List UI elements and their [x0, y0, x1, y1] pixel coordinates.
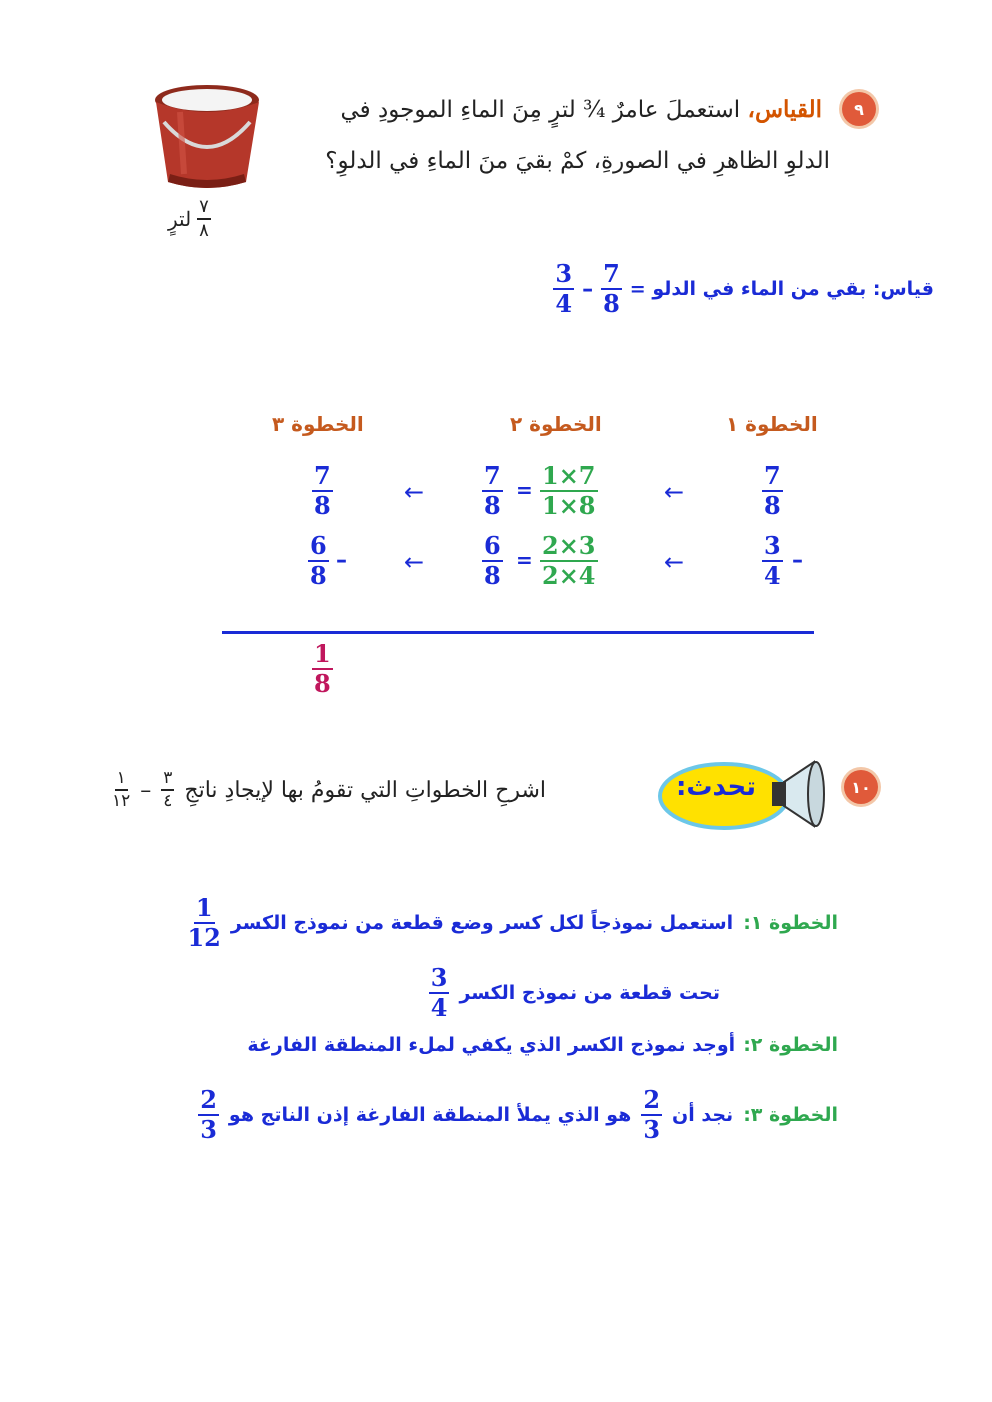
row1-end-fraction: $\frac{7}{8}$: [314, 461, 331, 520]
bucket-unit: لترٍ: [168, 207, 192, 231]
arrow-icon: ←: [404, 478, 425, 506]
question-9-line-1: [341, 96, 823, 123]
question-9-text-1: استعملَ عامرٌ ¾ لترٍ مِنَ الماءِ الموجودِ في: [340, 97, 741, 123]
step-1-header: الخطوة ١: [726, 412, 818, 436]
answer-10-step-1b: [429, 963, 720, 1022]
question-number-badge: ١٠: [844, 770, 878, 804]
answer-9-fraction-1: $\frac{7}{8}$: [603, 259, 620, 318]
minus-sign: –: [792, 548, 803, 573]
step-2-header: الخطوة ٢: [510, 412, 602, 436]
row2-mid-fraction: $\frac{6}{8}$: [484, 531, 501, 590]
step-2-label: الخطوة ٢:: [743, 1034, 838, 1056]
step-1-text: استعمل نموذجاً لكل كسر وضع قطعة من نموذج الكسر: [230, 912, 734, 934]
bucket-illustration: [150, 82, 265, 196]
question-9-line-2: الدلوِ الظاهرِ في الصورةِ، كمْ بقيَ منَ الماءِ في الدلوِ؟: [325, 148, 830, 174]
step-3-label: الخطوة ٣:: [743, 1104, 838, 1126]
question-10-text: اشرحِ الخطواتِ التي تقومُ بها لإيجادِ ناتجِ: [184, 777, 547, 803]
answer-10-step-3: [198, 1085, 838, 1144]
question-10-fraction-2: $\frac{١}{١٢}$: [112, 768, 131, 811]
row1-start-fraction: $\frac{7}{8}$: [764, 461, 781, 520]
step-3-fraction-a: $\frac{2}{3}$: [643, 1085, 661, 1144]
step-1-label: الخطوة ١:: [743, 912, 838, 934]
step-2-text: أوجد نموذج الكسر الذي يكفي لملء المنطقة الفارغة: [247, 1034, 736, 1056]
step-1b-text: تحت قطعة من نموذج الكسر: [459, 982, 720, 1004]
question-9-label: القياس،: [747, 96, 822, 123]
row2-start-fraction: $\frac{3}{4}$: [764, 531, 781, 590]
equals-sign: =: [516, 548, 533, 572]
answer-10-step-1: [187, 893, 838, 952]
arrow-icon: ←: [664, 548, 685, 576]
bucket-fraction: $\frac{٧}{٨}$: [199, 196, 209, 241]
step-3-text-a: نجد أن: [672, 1104, 734, 1126]
speak-label: تحدث:: [676, 772, 757, 802]
step-3-text-b: هو الذي يملأ المنطقة الفارغة إذن الناتج هو: [228, 1104, 632, 1126]
answer-10-step-2: [247, 1034, 838, 1056]
row2-end-fraction: $\frac{6}{8}$: [310, 531, 327, 590]
step-3-fraction-b: $\frac{2}{3}$: [200, 1085, 217, 1144]
answer-9-fraction-2: $\frac{3}{4}$: [555, 259, 573, 318]
question-10-line: [112, 770, 546, 810]
speak-callout: [654, 752, 836, 836]
row1-mid-fraction: $\frac{7}{8}$: [484, 461, 501, 520]
answer-9-text: قياس: بقي من الماء في الدلو =: [629, 278, 934, 300]
question-number-badge: ٩: [842, 92, 876, 126]
bucket-label: [168, 198, 211, 240]
step-1b-fraction: $\frac{3}{4}$: [430, 963, 448, 1022]
row2-multiplier-fraction: $\frac{2\times 3}{2\times 4}$: [542, 531, 596, 590]
question-10-fraction-1: $\frac{٣}{٤}$: [163, 768, 173, 811]
equals-sign: =: [516, 478, 533, 502]
minus-sign: –: [336, 548, 347, 573]
arrow-icon: ←: [404, 548, 425, 576]
minus-sign: –: [140, 777, 152, 803]
arrow-icon: ←: [664, 478, 685, 506]
step-3-header: الخطوة ٣: [272, 412, 364, 436]
minus-sign: –: [582, 276, 594, 302]
subtraction-line: [222, 631, 814, 634]
result-fraction: $\frac{1}{8}$: [314, 639, 331, 698]
row1-multiplier-fraction: $\frac{1\times 7}{1\times 8}$: [542, 461, 596, 520]
step-1-fraction: $\frac{1}{12}$: [187, 893, 221, 952]
answer-9: [553, 259, 934, 318]
megaphone-icon: [772, 762, 824, 826]
